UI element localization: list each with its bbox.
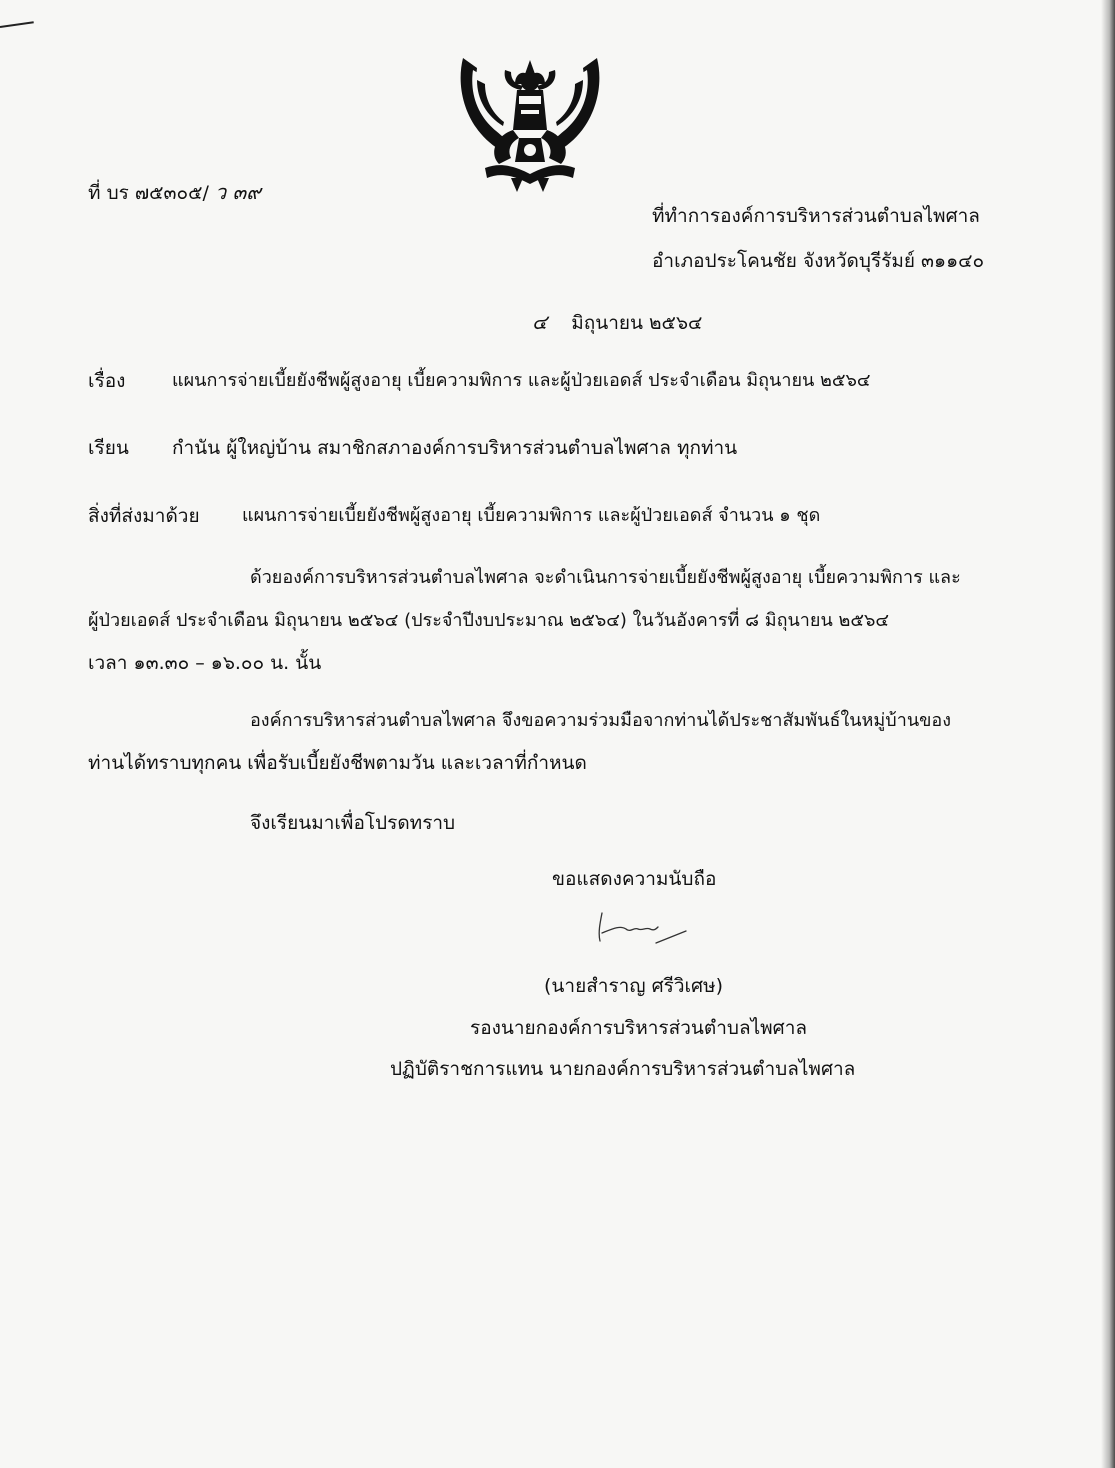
date-month-year: มิถุนายน ๒๕๖๔ — [571, 312, 703, 334]
subject-label: เรื่อง — [88, 370, 126, 392]
recipient-text: กำนัน ผู้ใหญ่บ้าน สมาชิกสภาองค์การบริหารส่วนตำบลไพศาล ทุกท่าน — [172, 437, 738, 459]
enclosure-label: สิ่งที่ส่งมาด้วย — [88, 505, 200, 527]
document-number-handwritten: ว ๓๙ — [214, 180, 261, 204]
date-day-handwritten: ๔ — [532, 310, 548, 334]
document-date — [532, 310, 702, 335]
handwritten-signature — [590, 905, 690, 955]
corner-mark — [0, 21, 34, 28]
paragraph-2-line-2: ท่านได้ทราบทุกคน เพื่อรับเบี้ยยังชีพตามวัน และเวลาที่กำหนด — [88, 752, 587, 774]
paragraph-1-line-1: ด้วยองค์การบริหารส่วนตำบลไพศาล จะดำเนินการจ่ายเบี้ยยังชีพผู้สูงอายุ เบี้ยความพิการ และ — [250, 567, 961, 588]
enclosure-text: แผนการจ่ายเบี้ยยังชีพผู้สูงอายุ เบี้ยความพิการ และผู้ป่วยเอดส์ จำนวน ๑ ชุด — [242, 505, 821, 526]
salutation: ขอแสดงความนับถือ — [552, 868, 717, 890]
closing-line: จึงเรียนมาเพื่อโปรดทราบ — [250, 812, 456, 834]
address-line-2: อำเภอประโคนชัย จังหวัดบุรีรัมย์ ๓๑๑๔๐ — [652, 250, 985, 272]
recipient-label: เรียน — [88, 437, 129, 459]
subject-text: แผนการจ่ายเบี้ยยังชีพผู้สูงอายุ เบี้ยความพิการ และผู้ป่วยเอดส์ ประจำเดือน มิถุนายน ๒๕๖๔ — [172, 370, 871, 391]
paragraph-1-line-3: เวลา ๑๓.๓๐ – ๑๖.๐๐ น. นั้น — [88, 652, 322, 674]
address-line-1: ที่ทำการองค์การบริหารส่วนตำบลไพศาล — [652, 205, 980, 227]
signatory-title-2: ปฏิบัติราชการแทน นายกองค์การบริหารส่วนตำบลไพศาล — [390, 1058, 856, 1080]
garuda-emblem — [455, 50, 605, 200]
signatory-title-1: รองนายกองค์การบริหารส่วนตำบลไพศาล — [470, 1017, 808, 1039]
scan-edge-shadow — [1101, 0, 1115, 1468]
paragraph-2-line-1: องค์การบริหารส่วนตำบลไพศาล จึงขอความร่วมมือจากท่านได้ประชาสัมพันธ์ในหมู่บ้านของ — [250, 710, 952, 731]
document-number-prefix: ที่ บร ๗๕๓๐๕/ — [88, 182, 215, 204]
document-number — [88, 180, 261, 205]
paragraph-1-line-2: ผู้ป่วยเอดส์ ประจำเดือน มิถุนายน ๒๕๖๔ (ประจำปีงบประมาณ ๒๕๖๔) ในวันอังคารที่ ๘ มิถุนายน ๒๕๖๔ — [88, 610, 890, 631]
signatory-name: (นายสำราญ ศรีวิเศษ) — [544, 975, 723, 997]
